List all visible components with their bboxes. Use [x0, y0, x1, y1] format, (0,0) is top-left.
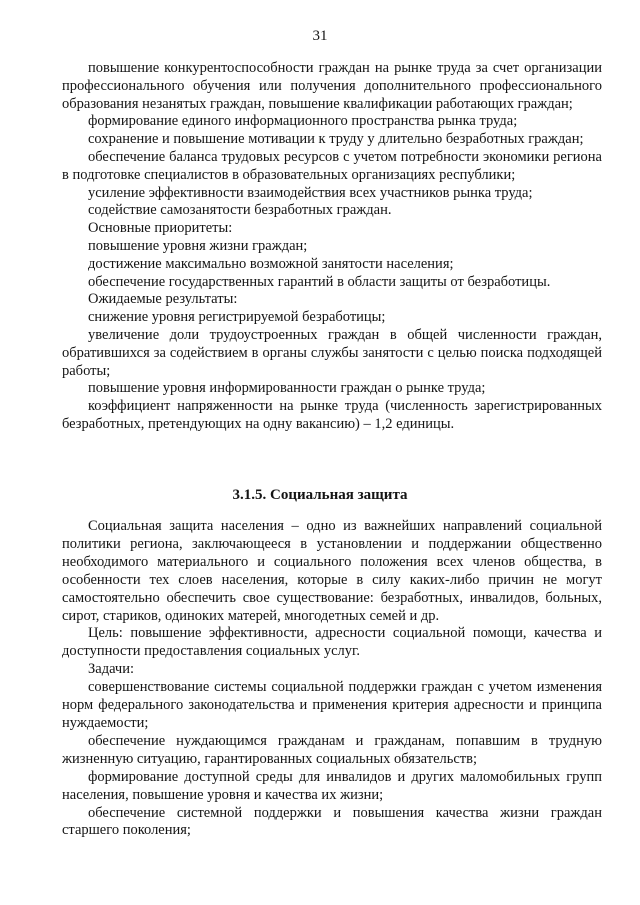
page-number: 31: [312, 28, 328, 44]
paragraph: обеспечение системной поддержки и повышения качества жизни граждан старшего поколения;: [62, 804, 602, 839]
paragraph: Задачи:: [88, 661, 135, 678]
paragraph: снижение уровня регистрируемой безработицы;: [88, 309, 386, 326]
paragraph: Ожидаемые результаты:: [88, 291, 238, 308]
employment-section-text: [62, 60, 602, 434]
paragraph: повышение конкурентоспособности граждан на рынке труда за счет организации профессионального обучения или получения дополнительного профессионального образования незанятых граждан, повышение квалификации работающих граждан;: [62, 60, 602, 112]
paragraph: формирование доступной среды для инвалидов и других маломобильных групп населения, повышение уровня и качества их жизни;: [62, 768, 602, 803]
paragraph: повышение уровня информированности граждан о рынке труда;: [88, 380, 486, 397]
paragraph: совершенствование системы социальной поддержки граждан с учетом изменения норм федерального законодательства и применения критерия адресности и принципа нуждаемости;: [62, 679, 602, 731]
paragraph: формирование единого информационного пространства рынка труда;: [88, 113, 518, 130]
paragraph: коэффициент напряженности на рынке труда (численность зарегистрированных безработных, претендующих на одну вакансию) – 1,2 единицы.: [62, 398, 602, 432]
paragraph: обеспечение государственных гарантий в области защиты от безработицы.: [88, 273, 551, 290]
paragraph: усиление эффективности взаимодействия всех участников рынка труда;: [88, 184, 533, 201]
paragraph: обеспечение баланса трудовых ресурсов с учетом потребности экономики региона в подготовке специалистов в образовательных организациях республики;: [62, 148, 602, 183]
paragraph: Цель: повышение эффективности, адресности социальной помощи, качества и доступности предоставления социальных услуг.: [62, 625, 602, 660]
paragraph: повышение уровня жизни граждан;: [88, 237, 308, 254]
paragraph: содействие самозанятости безработных граждан.: [88, 202, 392, 219]
paragraph: Основные приоритеты:: [88, 220, 233, 237]
paragraph: обеспечение нуждающимся гражданам и гражданам, попавшим в трудную жизненную ситуацию, гарантированных социальных обязательств;: [62, 732, 602, 767]
paragraph: достижение максимально возможной занятости населения;: [88, 255, 454, 272]
paragraph: сохранение и повышение мотивации к труду у длительно безработных граждан;: [88, 131, 584, 148]
social-protection-section-text: [62, 518, 602, 840]
section-heading: 3.1.5. Социальная защита: [232, 487, 408, 503]
paragraph: увеличение доли трудоустроенных граждан в общей численности граждан, обратившихся за содействием в органы службы занятости с целью поиска подходящей работы;: [62, 326, 602, 379]
paragraph: Социальная защита населения – одно из важнейших направлений социальной политики региона, заключающееся в установлении и поддержании общественно необходимого материального и социального положения всех членов общества, в особенности тех слоев населения, которые в силу каких-либо причин не могут самостоятельно обеспечить свое существование: безработных, инвалидов, больных, сирот, стариков, одиноких матерей, многодетных семей и др.: [62, 518, 602, 624]
